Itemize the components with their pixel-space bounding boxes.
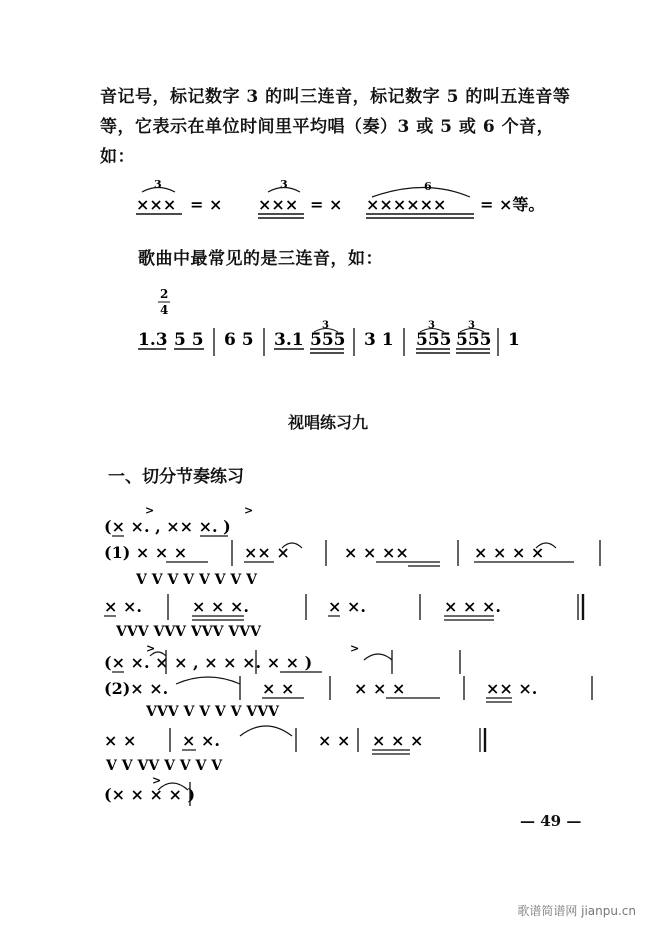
equals-x-1: = × [190,195,223,214]
melody-note: 555 [416,330,452,350]
melody-note: 1 [508,330,520,350]
svg-text:× ×: × × [262,679,295,698]
watermark: 歌谱简谱网 jianpu.cn [517,904,636,918]
svg-text:× ×.: × ×. [182,731,220,750]
x-notes: ××× [136,195,177,214]
svg-text:>: > [145,504,155,517]
svg-text:× ×: × × [104,731,137,750]
text-line-2: 等，它表示在单位时间里平均唱（奏）3 或 5 或 6 个音， [100,117,555,137]
svg-text:× × ×.: × × ×. [192,597,249,616]
melody-note: 555 [456,330,492,350]
svg-text:×× ×.: ×× ×. [486,679,538,698]
svg-text:V V V V: V V V V V V V V [136,572,258,588]
equals-x-2: = × [310,195,343,214]
svg-text:>: > [350,642,360,655]
svg-text:VVV VVV: VVV VVV VVV VVV [116,624,261,640]
svg-text:×× ×: ×× × [244,543,290,562]
tuplet-6-label: 6 [424,180,432,193]
svg-text:(× ×. , ×× ×. ): (× ×. , ×× ×. ) [104,517,231,536]
melody-note: 1.3 [138,330,168,350]
svg-text:× × × ×: × × × × [474,543,545,562]
svg-text:VVV V V: VVV V V V V VVV [146,704,279,720]
svg-text:(1) × × ×: (1) × × × [104,543,188,562]
time-sig-top: 2 [160,287,169,301]
melody-note: 3 1 [364,330,394,350]
svg-text:× ×: × × [318,731,351,750]
svg-text:× ×.: × ×. [104,597,142,616]
tuplet-3-label: 3 [280,178,288,191]
svg-text:(2)× ×.: (2)× ×. [104,679,169,698]
svg-text:>: > [152,774,162,787]
text-line-1: 音记号，标记数字 3 的叫三连音，标记数字 5 的叫五连音等 [100,87,571,107]
text-line-3: 如： [100,147,135,167]
tuplet-3-label: 3 [154,178,162,191]
subsection-title: 一、切分节奏练习 [108,467,244,487]
section-title: 视唱练习九 [287,413,368,432]
svg-text:× × ×: × × × [372,731,424,750]
page-number: — 49 — [520,812,582,830]
svg-text:(× ×. × × , × × ×.: (× ×. × × , × × ×. × × ) [104,653,313,672]
x-notes: ×××××× [366,195,447,214]
svg-text:3: 3 [428,320,435,331]
rhythm-exercises [104,504,600,806]
melody-note: 5 5 [174,330,204,350]
svg-text:× × ××: × × ×× [344,543,409,562]
equals-x-3: = ×等。 [480,195,545,214]
svg-text:× ×.: × ×. [328,597,366,616]
svg-text:(× × × × ): (× × × × ) [104,785,196,804]
melody-note: 555 [310,330,346,350]
melody-note: 6 5 [224,330,254,350]
svg-text:>: > [244,504,254,517]
svg-text:3: 3 [468,320,475,331]
svg-text:× × ×: × × × [354,679,406,698]
svg-text:>: > [146,642,156,655]
svg-text:× × ×.: × × ×. [444,597,501,616]
time-sig-bottom: 4 [160,303,169,317]
svg-text:3: 3 [322,320,329,331]
text-line-4: 歌曲中最常见的是三连音，如： [138,249,383,269]
melody-note: 3.1 [274,330,304,350]
svg-text:V V VV V: V V VV V V V V [106,758,223,774]
x-notes: ××× [258,195,299,214]
